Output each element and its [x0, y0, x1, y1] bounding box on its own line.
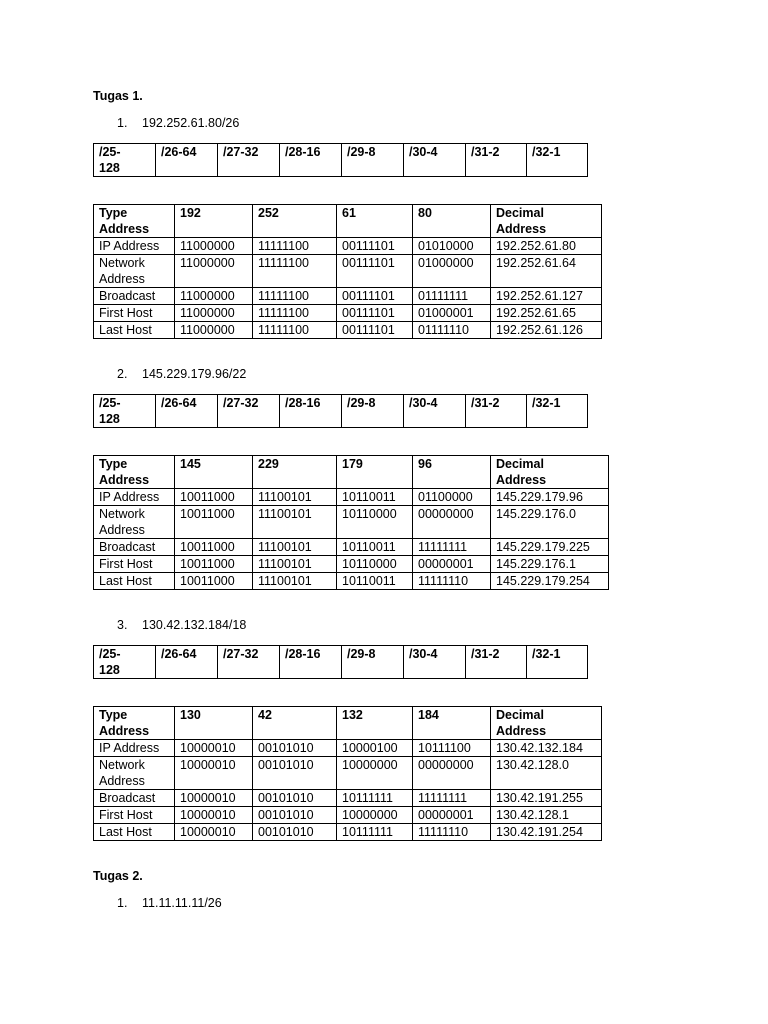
table-cell: 11000000	[175, 255, 253, 288]
table-cell: 11100101	[253, 573, 337, 590]
table-row	[94, 790, 602, 807]
table-cell: 11111110	[413, 824, 491, 841]
table-cell: 00000001	[413, 556, 491, 573]
header-cell: 145	[175, 456, 253, 489]
table-cell: 192.252.61.64	[491, 255, 602, 288]
table-cell: 10011000	[175, 506, 253, 539]
table-row	[94, 556, 609, 573]
problem-address: 145.229.179.96/22	[142, 367, 247, 381]
header-row	[94, 205, 602, 238]
table-cell: 00111101	[337, 255, 413, 288]
prefix-cell: /25- 128	[94, 646, 156, 679]
header-cell: 252	[253, 205, 337, 238]
table-cell: 00111101	[337, 238, 413, 255]
table-cell: 10011000	[175, 556, 253, 573]
prefix-cell: /32-1	[527, 144, 588, 177]
table-cell: 00111101	[337, 322, 413, 339]
problem-number: 3.	[117, 618, 128, 632]
problem-address: 130.42.132.184/18	[142, 618, 247, 632]
table-cell: IP Address	[94, 740, 175, 757]
table-cell: 10011000	[175, 539, 253, 556]
table-cell: First Host	[94, 807, 175, 824]
table-row	[94, 573, 609, 590]
prefix-row	[94, 646, 588, 679]
header-cell: Decimal Address	[491, 205, 602, 238]
table-cell: 10110000	[337, 506, 413, 539]
table-cell: 01111111	[413, 288, 491, 305]
table-cell: 10000100	[337, 740, 413, 757]
table-row	[94, 288, 602, 305]
table-row	[94, 740, 602, 757]
prefix-cell: /29-8	[342, 144, 404, 177]
table-cell: 130.42.191.254	[491, 824, 602, 841]
table-cell: 10000000	[337, 807, 413, 824]
table-cell: 00111101	[337, 288, 413, 305]
conversion-table	[93, 204, 602, 339]
table-cell: 10000010	[175, 790, 253, 807]
table-row	[94, 305, 602, 322]
table-cell: 10000010	[175, 807, 253, 824]
table-cell: 11000000	[175, 288, 253, 305]
table-cell: 10000000	[337, 757, 413, 790]
table-cell: Last Host	[94, 573, 175, 590]
header-cell: 132	[337, 707, 413, 740]
table-cell: 11111100	[253, 322, 337, 339]
table-cell: 11000000	[175, 238, 253, 255]
table-cell: 01010000	[413, 238, 491, 255]
table-cell: 130.42.191.255	[491, 790, 602, 807]
prefix-cell: /27-32	[218, 646, 280, 679]
prefix-cell: /32-1	[527, 395, 588, 428]
table-cell: 10000010	[175, 757, 253, 790]
prefix-cell: /29-8	[342, 646, 404, 679]
header-cell: Type Address	[94, 707, 175, 740]
table-row	[94, 757, 602, 790]
prefix-cell: /31-2	[466, 144, 527, 177]
table-cell: 10000010	[175, 740, 253, 757]
prefix-cell: /30-4	[404, 144, 466, 177]
header-cell: 42	[253, 707, 337, 740]
table-cell: 192.252.61.126	[491, 322, 602, 339]
conversion-table	[93, 706, 602, 841]
table-cell: Network Address	[94, 757, 175, 790]
table-cell: 00101010	[253, 807, 337, 824]
problem-3-title	[117, 618, 246, 632]
table-cell: 192.252.61.80	[491, 238, 602, 255]
header-cell: Type Address	[94, 456, 175, 489]
table-cell: 130.42.128.0	[491, 757, 602, 790]
prefix-cell: /30-4	[404, 646, 466, 679]
table-cell: 11111111	[413, 539, 491, 556]
prefix-cell: /29-8	[342, 395, 404, 428]
problem-number: 2.	[117, 367, 128, 381]
prefix-cell: /25- 128	[94, 395, 156, 428]
table-cell: Last Host	[94, 824, 175, 841]
header-cell: 192	[175, 205, 253, 238]
table-cell: 00111101	[337, 305, 413, 322]
table-row	[94, 322, 602, 339]
table-cell: Broadcast	[94, 288, 175, 305]
table-cell: 10111111	[337, 824, 413, 841]
prefix-row	[94, 144, 588, 177]
table-cell: Network Address	[94, 506, 175, 539]
header-cell: 179	[337, 456, 413, 489]
table-cell: First Host	[94, 556, 175, 573]
table-row	[94, 539, 609, 556]
table-cell: 145.229.179.96	[491, 489, 609, 506]
table-cell: 01100000	[413, 489, 491, 506]
table-cell: 145.229.176.0	[491, 506, 609, 539]
table-cell: 00101010	[253, 757, 337, 790]
prefix-cell: /30-4	[404, 395, 466, 428]
header-cell: 80	[413, 205, 491, 238]
table-row	[94, 506, 609, 539]
table-cell: 145.229.176.1	[491, 556, 609, 573]
prefix-table	[93, 394, 588, 428]
table-cell: 10111100	[413, 740, 491, 757]
table-cell: 145.229.179.225	[491, 539, 609, 556]
table-cell: 11100101	[253, 539, 337, 556]
prefix-table	[93, 645, 588, 679]
table-cell: 10110011	[337, 539, 413, 556]
table-cell: 10110011	[337, 489, 413, 506]
prefix-cell: /27-32	[218, 395, 280, 428]
table-cell: First Host	[94, 305, 175, 322]
header-cell: Decimal Address	[491, 456, 609, 489]
prefix-cell: /28-16	[280, 144, 342, 177]
table-cell: 11100101	[253, 506, 337, 539]
table-cell: 00101010	[253, 740, 337, 757]
table-cell: 11100101	[253, 556, 337, 573]
table-cell: 01000000	[413, 255, 491, 288]
table-cell: 00101010	[253, 790, 337, 807]
prefix-cell: /31-2	[466, 646, 527, 679]
problem-address: 11.11.11.11/26	[142, 896, 222, 910]
table-cell: 130.42.132.184	[491, 740, 602, 757]
prefix-cell: /28-16	[280, 395, 342, 428]
table-cell: Network Address	[94, 255, 175, 288]
tugas2-heading: Tugas 2.	[93, 869, 143, 883]
table-cell: Last Host	[94, 322, 175, 339]
tugas2-problem-1-title	[117, 896, 222, 910]
table-cell: 00101010	[253, 824, 337, 841]
prefix-cell: /26-64	[156, 646, 218, 679]
table-cell: 00000000	[413, 506, 491, 539]
table-cell: 11111100	[253, 255, 337, 288]
header-cell: Decimal Address	[491, 707, 602, 740]
table-cell: 00000000	[413, 757, 491, 790]
table-cell: 192.252.61.65	[491, 305, 602, 322]
conversion-table	[93, 455, 609, 590]
table-cell: IP Address	[94, 489, 175, 506]
header-cell: Type Address	[94, 205, 175, 238]
prefix-cell: /25- 128	[94, 144, 156, 177]
table-cell: 11000000	[175, 305, 253, 322]
table-row	[94, 255, 602, 288]
table-cell: 00000001	[413, 807, 491, 824]
header-row	[94, 707, 602, 740]
table-cell: 11000000	[175, 322, 253, 339]
header-cell: 229	[253, 456, 337, 489]
table-cell: 192.252.61.127	[491, 288, 602, 305]
prefix-cell: /31-2	[466, 395, 527, 428]
header-cell: 130	[175, 707, 253, 740]
prefix-row	[94, 395, 588, 428]
table-cell: 01111110	[413, 322, 491, 339]
table-cell: 01000001	[413, 305, 491, 322]
header-cell: 96	[413, 456, 491, 489]
problem-number: 1.	[117, 116, 128, 130]
table-cell: 10011000	[175, 489, 253, 506]
table-cell: Broadcast	[94, 790, 175, 807]
table-cell: 11111100	[253, 305, 337, 322]
header-cell: 61	[337, 205, 413, 238]
prefix-cell: /26-64	[156, 395, 218, 428]
problem-1-title	[117, 116, 239, 130]
problem-number: 1.	[117, 896, 128, 910]
prefix-cell: /27-32	[218, 144, 280, 177]
table-row	[94, 238, 602, 255]
table-cell: 10111111	[337, 790, 413, 807]
table-cell: 11111111	[413, 790, 491, 807]
table-cell: 145.229.179.254	[491, 573, 609, 590]
table-cell: IP Address	[94, 238, 175, 255]
header-row	[94, 456, 609, 489]
table-cell: 10000010	[175, 824, 253, 841]
table-row	[94, 489, 609, 506]
table-cell: 10110011	[337, 573, 413, 590]
table-row	[94, 824, 602, 841]
prefix-table	[93, 143, 588, 177]
header-cell: 184	[413, 707, 491, 740]
prefix-cell: /32-1	[527, 646, 588, 679]
table-cell: 10011000	[175, 573, 253, 590]
table-row	[94, 807, 602, 824]
table-cell: 130.42.128.1	[491, 807, 602, 824]
prefix-cell: /28-16	[280, 646, 342, 679]
table-cell: 11111100	[253, 238, 337, 255]
tugas1-heading: Tugas 1.	[93, 89, 143, 103]
problem-2-title	[117, 367, 246, 381]
table-cell: 11100101	[253, 489, 337, 506]
table-cell: 11111100	[253, 288, 337, 305]
table-cell: 10110000	[337, 556, 413, 573]
table-cell: 11111110	[413, 573, 491, 590]
prefix-cell: /26-64	[156, 144, 218, 177]
problem-address: 192.252.61.80/26	[142, 116, 240, 130]
table-cell: Broadcast	[94, 539, 175, 556]
